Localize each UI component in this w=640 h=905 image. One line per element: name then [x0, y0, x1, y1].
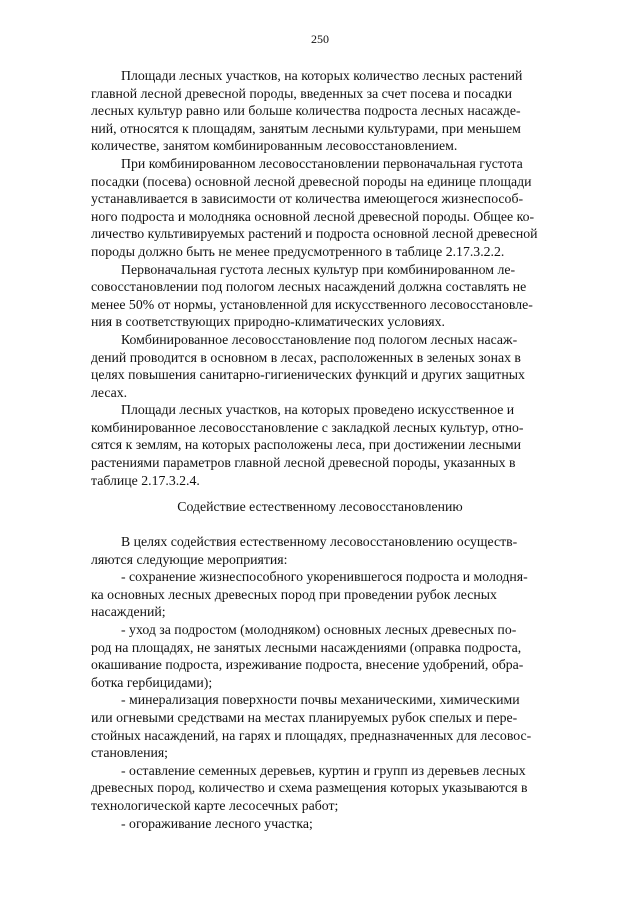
- text-line: При комбинированном лесовосстановлении первоначальная густота: [121, 155, 523, 171]
- text-line: лесах.: [91, 384, 128, 400]
- paragraph: [91, 331, 571, 401]
- text-line: ний, относятся к площадям, занятым лесными культурами, при меньшем: [91, 120, 521, 136]
- text-line: Комбинированное лесовосстановление под пологом лесных насаж-: [121, 331, 518, 347]
- text-line: дений проводится в основном в лесах, расположенных в зеленых зонах в: [91, 349, 521, 365]
- text-line: целях повышения санитарно-гигиенических функций и других защитных: [91, 367, 525, 383]
- paragraph: [91, 155, 571, 261]
- text-line: посадки (посева) основной лесной древесной породы на единице площади: [91, 173, 532, 189]
- paragraph: [91, 568, 571, 621]
- text-line: ного подроста и молодняка основной лесной древесной породы. Общее ко-: [91, 208, 535, 224]
- text-line: таблице 2.17.3.2.4.: [91, 472, 200, 488]
- text-line: устанавливается в зависимости от количества имеющегося жизнеспособ-: [91, 191, 524, 207]
- paragraph: [91, 762, 571, 815]
- text-line: - уход за подростом (молодняком) основных лесных древесных по-: [121, 621, 517, 637]
- text-line: древесных пород, количество и схема размещения которых указываются в: [91, 780, 528, 796]
- page-number: 250: [311, 32, 329, 46]
- text-line: или огневыми средствами на местах планируемых рубок спелых и пере-: [91, 709, 518, 725]
- text-line: ботка гербицидами);: [91, 674, 213, 690]
- paragraph: [91, 691, 571, 761]
- text-line: становления;: [91, 745, 169, 761]
- text-line: Первоначальная густота лесных культур при комбинированном ле-: [121, 261, 516, 277]
- text-line: Площади лесных участков, на которых проведено искусственное и: [121, 402, 515, 418]
- text-line: - огораживание лесного участка;: [121, 815, 313, 831]
- text-line: главной лесной древесной породы, введенных за счет посева и посадки: [91, 85, 512, 101]
- text-line: - минерализация поверхности почвы механическими, химическими: [121, 692, 520, 708]
- text-line: совосстановлении под пологом лесных насаждений должна составлять не: [91, 279, 527, 295]
- text-line: ния в соответствующих природно-климатических условиях.: [91, 314, 445, 330]
- paragraph: [91, 533, 571, 568]
- text-line: личество культивируемых растений и подроста основной лесной древесной: [91, 226, 538, 242]
- text-line: менее 50% от нормы, установленной для искусственного лесовосстановле-: [91, 296, 533, 312]
- text-line: комбинированное лесовосстановление с закладкой лесных культур, отно-: [91, 419, 524, 435]
- body-section-b: [91, 533, 571, 832]
- text-line: лесных культур равно или больше количества подроста лесных насажде-: [91, 103, 521, 119]
- section-heading: Содействие естественному лесовосстановлению: [177, 499, 463, 514]
- text-line: ляются следующие мероприятия:: [91, 551, 288, 567]
- paragraph: [91, 815, 571, 833]
- text-line: ка основных лесных древесных пород при проведении рубок лесных: [91, 586, 497, 602]
- paragraph: [91, 261, 571, 331]
- paragraph: [91, 401, 571, 489]
- text-line: окашивание подроста, изреживание подроста, внесение удобрений, обра-: [91, 657, 524, 673]
- text-line: количестве, занятом комбинированным лесовосстановлением.: [91, 138, 458, 154]
- text-line: породы должно быть не менее предусмотренного в таблице 2.17.3.2.2.: [91, 243, 505, 259]
- text-line: - сохранение жизнеспособного укоренившегося подроста и молодня-: [121, 569, 528, 585]
- text-line: - оставление семенных деревьев, куртин и групп из деревьев лесных: [121, 762, 526, 778]
- body-section-a: [91, 67, 571, 489]
- text-line: растениями параметров главной лесной древесной породы, указанных в: [91, 455, 516, 471]
- paragraph: [91, 621, 571, 691]
- text-line: род на площадях, не занятых лесными насаждениями (оправка подроста,: [91, 639, 522, 655]
- text-line: стойных насаждений, на гарях и площадях, предназначенных для лесовос-: [91, 727, 532, 743]
- paragraph: [91, 67, 571, 155]
- text-line: В целях содействия естественному лесовосстановлению осуществ-: [121, 534, 518, 549]
- text-line: сятся к землям, на которых расположены леса, при достижении лесными: [91, 437, 522, 453]
- text-line: Площади лесных участков, на которых количество лесных растений: [121, 68, 523, 83]
- text-line: технологической карте лесосечных работ;: [91, 797, 339, 813]
- text-line: насаждений;: [91, 604, 166, 620]
